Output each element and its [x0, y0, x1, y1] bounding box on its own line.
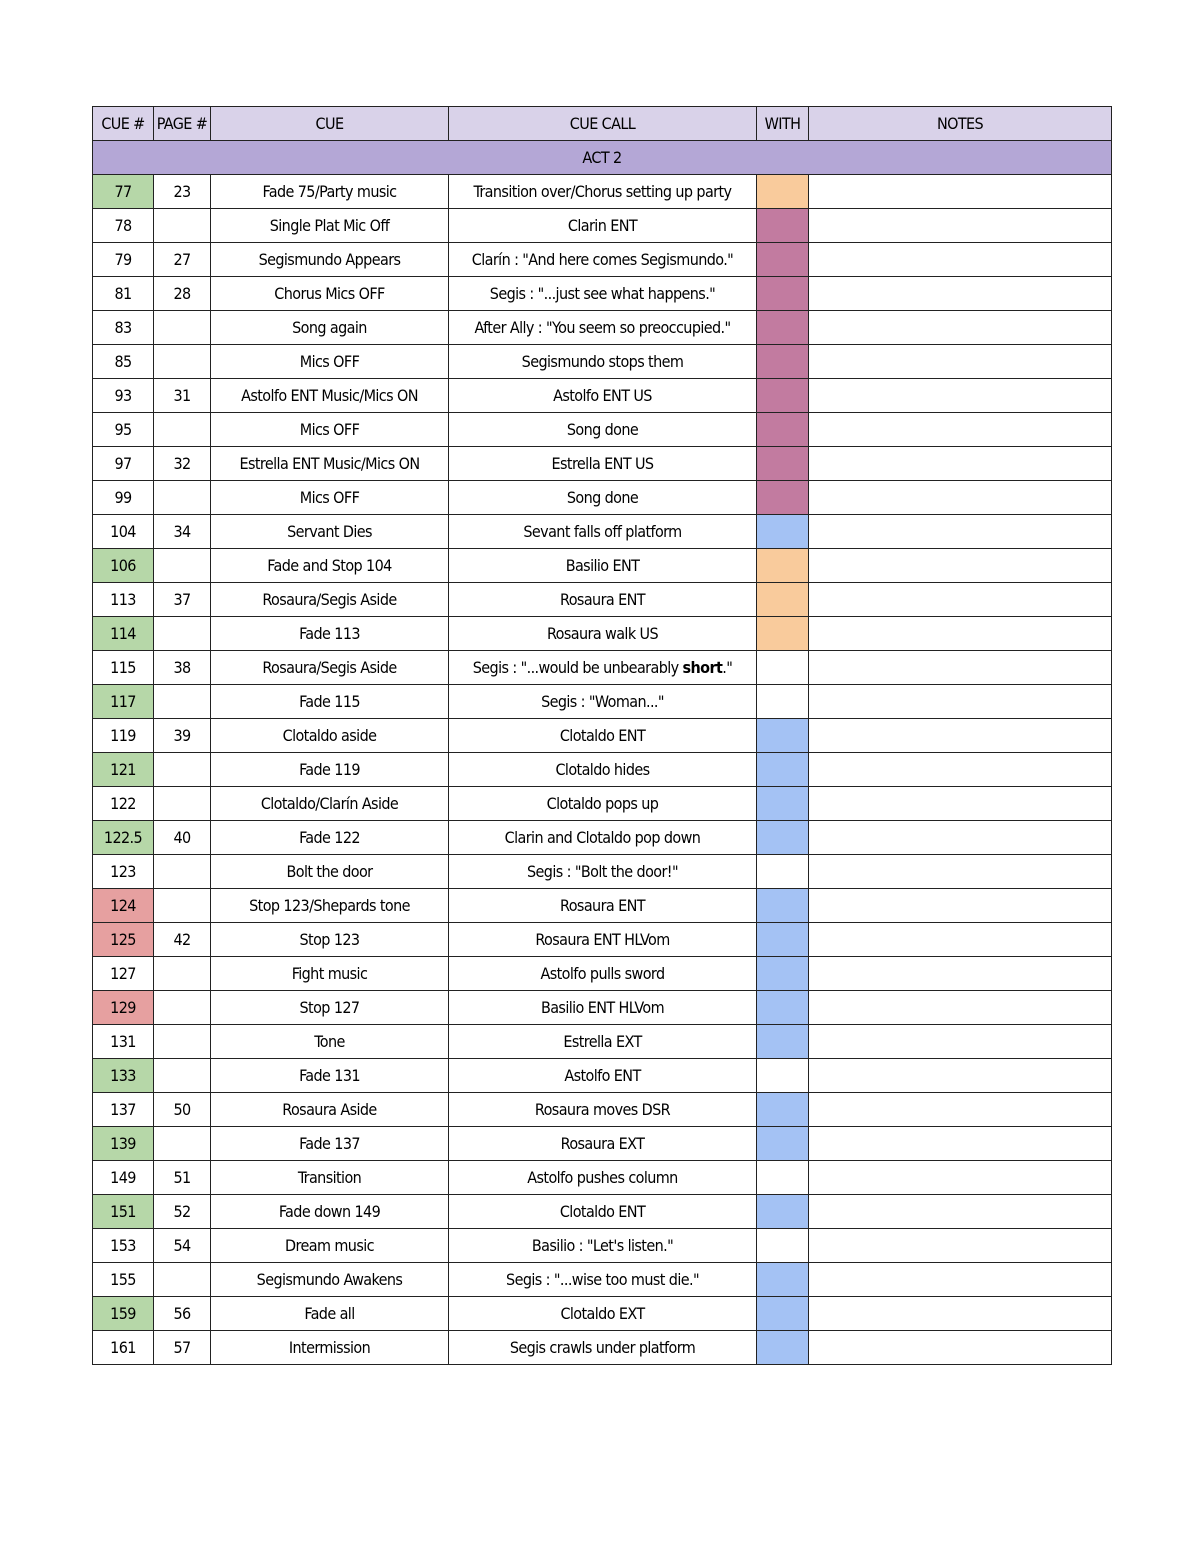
- with-cell: [757, 787, 809, 821]
- cue-number-cell: 122: [93, 787, 154, 821]
- cue-cell: Fade 122: [211, 821, 449, 855]
- cue-call-cell: After Ally : "You seem so preoccupied.": [449, 311, 757, 345]
- page-number-cell: 51: [154, 1161, 211, 1195]
- cue-cell: Fade 137: [211, 1127, 449, 1161]
- page-number-cell: 23: [154, 175, 211, 209]
- cue-call-cell: Segis : "...just see what happens.": [449, 277, 757, 311]
- page-number-cell: [154, 209, 211, 243]
- cue-number-cell: 78: [93, 209, 154, 243]
- cue-cell: Fade 115: [211, 685, 449, 719]
- table-row: [93, 753, 1112, 787]
- cue-call-cell: Clotaldo hides: [449, 753, 757, 787]
- cue-number-cell: 106: [93, 549, 154, 583]
- with-cell: [757, 1331, 809, 1365]
- notes-cell: [809, 651, 1112, 685]
- notes-cell: [809, 311, 1112, 345]
- cue-call-cell: Astolfo ENT: [449, 1059, 757, 1093]
- cue-call-cell: Transition over/Chorus setting up party: [449, 175, 757, 209]
- cue-call-cell: Segis : "...wise too must die.": [449, 1263, 757, 1297]
- notes-cell: [809, 787, 1112, 821]
- page-number-cell: 37: [154, 583, 211, 617]
- header-cue-num: CUE #: [93, 107, 154, 141]
- header-cue: CUE: [211, 107, 449, 141]
- page-number-cell: [154, 991, 211, 1025]
- page-number-cell: [154, 481, 211, 515]
- with-cell: [757, 1093, 809, 1127]
- notes-cell: [809, 957, 1112, 991]
- cue-number-cell: 81: [93, 277, 154, 311]
- cue-cell: Fade and Stop 104: [211, 549, 449, 583]
- table-row: [93, 345, 1112, 379]
- cue-call-cell: Song done: [449, 481, 757, 515]
- table-row: [93, 787, 1112, 821]
- cue-sheet: [92, 106, 1111, 1365]
- page-number-cell: 38: [154, 651, 211, 685]
- cue-cell: Clotaldo aside: [211, 719, 449, 753]
- cue-number-cell: 133: [93, 1059, 154, 1093]
- cue-cell: Estrella ENT Music/Mics ON: [211, 447, 449, 481]
- page-number-cell: [154, 685, 211, 719]
- table-row: [93, 855, 1112, 889]
- cue-cell: Servant Dies: [211, 515, 449, 549]
- notes-cell: [809, 1229, 1112, 1263]
- cue-call-cell: Astolfo pulls sword: [449, 957, 757, 991]
- table-row: [93, 481, 1112, 515]
- table-row: [93, 209, 1112, 243]
- page-number-cell: [154, 957, 211, 991]
- header-with: WITH: [757, 107, 809, 141]
- with-cell: [757, 753, 809, 787]
- table-row: [93, 685, 1112, 719]
- cue-number-cell: 139: [93, 1127, 154, 1161]
- cue-number-cell: 97: [93, 447, 154, 481]
- with-cell: [757, 583, 809, 617]
- header-row: [93, 107, 1112, 141]
- page-number-cell: [154, 1025, 211, 1059]
- table-row: [93, 1127, 1112, 1161]
- table-row: [93, 1263, 1112, 1297]
- notes-cell: [809, 1263, 1112, 1297]
- table-row: [93, 991, 1112, 1025]
- cue-number-cell: 79: [93, 243, 154, 277]
- cue-call-cell: Segis : "Woman...": [449, 685, 757, 719]
- cue-cell: Rosaura/Segis Aside: [211, 651, 449, 685]
- cue-cell: Intermission: [211, 1331, 449, 1365]
- cue-number-cell: 99: [93, 481, 154, 515]
- table-row: [93, 1059, 1112, 1093]
- page-number-cell: [154, 855, 211, 889]
- notes-cell: [809, 1093, 1112, 1127]
- with-cell: [757, 277, 809, 311]
- notes-cell: [809, 413, 1112, 447]
- table-row: [93, 1229, 1112, 1263]
- cue-call-cell: Basilio ENT: [449, 549, 757, 583]
- with-cell: [757, 413, 809, 447]
- page-number-cell: 39: [154, 719, 211, 753]
- cue-number-cell: 121: [93, 753, 154, 787]
- cue-number-cell: 129: [93, 991, 154, 1025]
- cue-number-cell: 161: [93, 1331, 154, 1365]
- with-cell: [757, 1297, 809, 1331]
- cue-cell: Segismundo Awakens: [211, 1263, 449, 1297]
- header-cue-call: CUE CALL: [449, 107, 757, 141]
- table-row: [93, 923, 1112, 957]
- page-number-cell: 56: [154, 1297, 211, 1331]
- cue-call-cell: Estrella ENT US: [449, 447, 757, 481]
- cue-number-cell: 114: [93, 617, 154, 651]
- cue-call-cell: Clarín : "And here comes Segismundo.": [449, 243, 757, 277]
- cue-number-cell: 122.5: [93, 821, 154, 855]
- cue-call-cell: Clotaldo pops up: [449, 787, 757, 821]
- page-number-cell: 27: [154, 243, 211, 277]
- notes-cell: [809, 549, 1112, 583]
- cue-call-cell: Clotaldo ENT: [449, 1195, 757, 1229]
- cue-number-cell: 151: [93, 1195, 154, 1229]
- cue-call-cell: Rosaura ENT HLVom: [449, 923, 757, 957]
- table-row: [93, 1297, 1112, 1331]
- table-row: [93, 515, 1112, 549]
- notes-cell: [809, 821, 1112, 855]
- notes-cell: [809, 209, 1112, 243]
- cue-call-cell: [449, 651, 757, 685]
- with-cell: [757, 719, 809, 753]
- cue-call-cell: Estrella EXT: [449, 1025, 757, 1059]
- table-row: [93, 1331, 1112, 1365]
- cue-call-cell: Segismundo stops them: [449, 345, 757, 379]
- page-number-cell: 40: [154, 821, 211, 855]
- cue-cell: Stop 123: [211, 923, 449, 957]
- notes-cell: [809, 617, 1112, 651]
- table-row: [93, 379, 1112, 413]
- table-row: [93, 175, 1112, 209]
- with-cell: [757, 1059, 809, 1093]
- cue-cell: Song again: [211, 311, 449, 345]
- cue-cell: Fade 119: [211, 753, 449, 787]
- notes-cell: [809, 1331, 1112, 1365]
- page-number-cell: [154, 617, 211, 651]
- cue-call-cell: Song done: [449, 413, 757, 447]
- cue-call-cell: Sevant falls off platform: [449, 515, 757, 549]
- table-row: [93, 1195, 1112, 1229]
- table-row: [93, 1161, 1112, 1195]
- page-number-cell: [154, 549, 211, 583]
- cue-call-cell: Clotaldo EXT: [449, 1297, 757, 1331]
- table-row: [93, 243, 1112, 277]
- page-number-cell: 34: [154, 515, 211, 549]
- table-row: [93, 583, 1112, 617]
- cue-number-cell: 95: [93, 413, 154, 447]
- with-cell: [757, 447, 809, 481]
- cue-table: [92, 106, 1112, 1365]
- cue-call-cell: Clarin ENT: [449, 209, 757, 243]
- notes-cell: [809, 753, 1112, 787]
- cue-call-bold-text: short: [682, 658, 723, 677]
- with-cell: [757, 685, 809, 719]
- page-number-cell: [154, 311, 211, 345]
- with-cell: [757, 379, 809, 413]
- with-cell: [757, 957, 809, 991]
- cue-cell: Fade 75/Party music: [211, 175, 449, 209]
- page-number-cell: [154, 889, 211, 923]
- with-cell: [757, 311, 809, 345]
- table-row: [93, 549, 1112, 583]
- table-row: [93, 311, 1112, 345]
- table-row: [93, 651, 1112, 685]
- notes-cell: [809, 991, 1112, 1025]
- notes-cell: [809, 515, 1112, 549]
- page-number-cell: 50: [154, 1093, 211, 1127]
- with-cell: [757, 243, 809, 277]
- notes-cell: [809, 243, 1112, 277]
- cue-cell: Mics OFF: [211, 345, 449, 379]
- with-cell: [757, 821, 809, 855]
- notes-cell: [809, 345, 1112, 379]
- cue-number-cell: 159: [93, 1297, 154, 1331]
- page-number-cell: 52: [154, 1195, 211, 1229]
- cue-cell: Stop 123/Shepards tone: [211, 889, 449, 923]
- with-cell: [757, 1025, 809, 1059]
- page-number-cell: 54: [154, 1229, 211, 1263]
- cue-call-cell: Rosaura walk US: [449, 617, 757, 651]
- page-number-cell: [154, 753, 211, 787]
- notes-cell: [809, 583, 1112, 617]
- page-number-cell: 28: [154, 277, 211, 311]
- cue-cell: Clotaldo/Clarín Aside: [211, 787, 449, 821]
- cue-call-cell: Clarin and Clotaldo pop down: [449, 821, 757, 855]
- cue-cell: Astolfo ENT Music/Mics ON: [211, 379, 449, 413]
- cue-cell: Stop 127: [211, 991, 449, 1025]
- cue-cell: Fade 131: [211, 1059, 449, 1093]
- with-cell: [757, 889, 809, 923]
- cue-cell: Fade all: [211, 1297, 449, 1331]
- cue-cell: Tone: [211, 1025, 449, 1059]
- notes-cell: [809, 379, 1112, 413]
- with-cell: [757, 209, 809, 243]
- notes-cell: [809, 685, 1112, 719]
- page-number-cell: 31: [154, 379, 211, 413]
- table-row: [93, 277, 1112, 311]
- table-row: [93, 1025, 1112, 1059]
- cue-call-cell: Clotaldo ENT: [449, 719, 757, 753]
- cue-number-cell: 117: [93, 685, 154, 719]
- notes-cell: [809, 481, 1112, 515]
- notes-cell: [809, 1127, 1112, 1161]
- act-row: [93, 141, 1112, 175]
- notes-cell: [809, 855, 1112, 889]
- with-cell: [757, 1263, 809, 1297]
- cue-call-cell: Segis : "Bolt the door!": [449, 855, 757, 889]
- notes-cell: [809, 923, 1112, 957]
- with-cell: [757, 855, 809, 889]
- cue-call-cell: Rosaura ENT: [449, 889, 757, 923]
- cue-number-cell: 85: [93, 345, 154, 379]
- cue-call-tail-text: .": [722, 658, 733, 677]
- with-cell: [757, 175, 809, 209]
- notes-cell: [809, 1297, 1112, 1331]
- notes-cell: [809, 889, 1112, 923]
- table-row: [93, 1093, 1112, 1127]
- table-row: [93, 617, 1112, 651]
- cue-number-cell: 127: [93, 957, 154, 991]
- cue-number-cell: 124: [93, 889, 154, 923]
- cue-number-cell: 113: [93, 583, 154, 617]
- cue-number-cell: 115: [93, 651, 154, 685]
- page-number-cell: [154, 1127, 211, 1161]
- page-number-cell: [154, 787, 211, 821]
- cue-cell: Rosaura/Segis Aside: [211, 583, 449, 617]
- notes-cell: [809, 1195, 1112, 1229]
- cue-call-text: Segis : "...would be unbearably: [472, 658, 683, 677]
- cue-number-cell: 119: [93, 719, 154, 753]
- page-number-cell: [154, 1059, 211, 1093]
- with-cell: [757, 1127, 809, 1161]
- cue-number-cell: 137: [93, 1093, 154, 1127]
- notes-cell: [809, 719, 1112, 753]
- page-number-cell: 42: [154, 923, 211, 957]
- header-notes: NOTES: [809, 107, 1112, 141]
- cue-call-cell: Astolfo ENT US: [449, 379, 757, 413]
- with-cell: [757, 515, 809, 549]
- cue-cell: Fade 113: [211, 617, 449, 651]
- cue-number-cell: 155: [93, 1263, 154, 1297]
- cue-number-cell: 125: [93, 923, 154, 957]
- cue-call-cell: Rosaura ENT: [449, 583, 757, 617]
- table-row: [93, 719, 1112, 753]
- table-row: [93, 447, 1112, 481]
- header-page-num: PAGE #: [154, 107, 211, 141]
- with-cell: [757, 617, 809, 651]
- page-number-cell: 57: [154, 1331, 211, 1365]
- notes-cell: [809, 1059, 1112, 1093]
- notes-cell: [809, 447, 1112, 481]
- cue-cell: Fight music: [211, 957, 449, 991]
- cue-number-cell: 149: [93, 1161, 154, 1195]
- with-cell: [757, 923, 809, 957]
- with-cell: [757, 549, 809, 583]
- notes-cell: [809, 175, 1112, 209]
- cue-cell: Transition: [211, 1161, 449, 1195]
- act-label: ACT 2: [93, 141, 1112, 175]
- cue-cell: Bolt the door: [211, 855, 449, 889]
- with-cell: [757, 651, 809, 685]
- cue-number-cell: 93: [93, 379, 154, 413]
- cue-call-cell: Basilio ENT HLVom: [449, 991, 757, 1025]
- with-cell: [757, 345, 809, 379]
- notes-cell: [809, 277, 1112, 311]
- cue-number-cell: 83: [93, 311, 154, 345]
- cue-cell: Segismundo Appears: [211, 243, 449, 277]
- cue-call-cell: Rosaura moves DSR: [449, 1093, 757, 1127]
- cue-call-cell: Astolfo pushes column: [449, 1161, 757, 1195]
- cue-call-cell: Basilio : "Let's listen.": [449, 1229, 757, 1263]
- table-row: [93, 889, 1112, 923]
- cue-number-cell: 104: [93, 515, 154, 549]
- cue-call-cell: Segis crawls under platform: [449, 1331, 757, 1365]
- page-number-cell: [154, 413, 211, 447]
- cue-cell: Mics OFF: [211, 413, 449, 447]
- cue-number-cell: 123: [93, 855, 154, 889]
- page-number-cell: [154, 1263, 211, 1297]
- cue-cell: Rosaura Aside: [211, 1093, 449, 1127]
- with-cell: [757, 1161, 809, 1195]
- with-cell: [757, 1195, 809, 1229]
- notes-cell: [809, 1161, 1112, 1195]
- with-cell: [757, 481, 809, 515]
- cue-number-cell: 77: [93, 175, 154, 209]
- table-row: [93, 957, 1112, 991]
- with-cell: [757, 991, 809, 1025]
- table-row: [93, 821, 1112, 855]
- cue-cell: Mics OFF: [211, 481, 449, 515]
- cue-cell: Single Plat Mic Off: [211, 209, 449, 243]
- cue-cell: Dream music: [211, 1229, 449, 1263]
- cue-number-cell: 153: [93, 1229, 154, 1263]
- cue-number-cell: 131: [93, 1025, 154, 1059]
- with-cell: [757, 1229, 809, 1263]
- cue-call-cell: Rosaura EXT: [449, 1127, 757, 1161]
- table-row: [93, 413, 1112, 447]
- page-number-cell: [154, 345, 211, 379]
- cue-cell: Fade down 149: [211, 1195, 449, 1229]
- page-number-cell: 32: [154, 447, 211, 481]
- notes-cell: [809, 1025, 1112, 1059]
- cue-cell: Chorus Mics OFF: [211, 277, 449, 311]
